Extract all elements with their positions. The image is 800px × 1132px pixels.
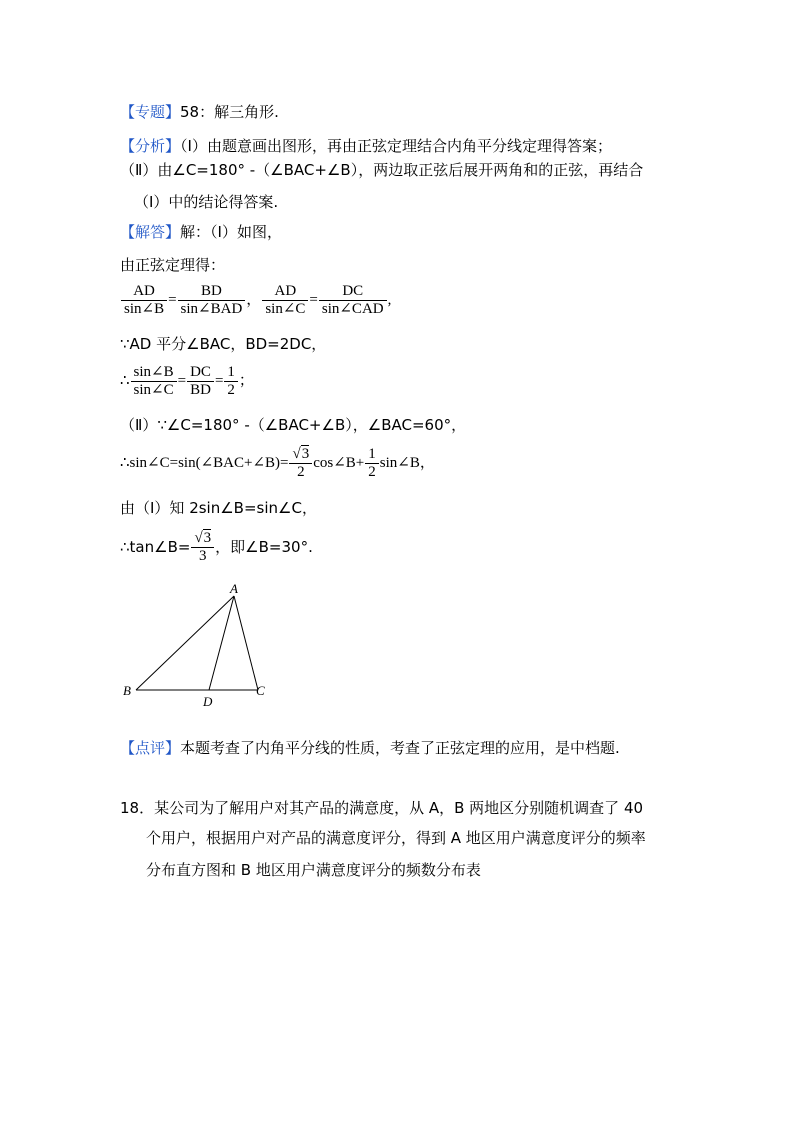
- fraction: $\frac{√3}{3}$: [191, 530, 214, 565]
- equation-1: $\frac{AD}{\sin\angle B}$ = $\frac{BD}{\text{sin∠BAD}}$ ， $\frac{AD}{\sin\angle C}$ = $\frac{DC}{\text{sin∠CAD}}$ ,: [120, 283, 391, 318]
- topic-text: 58：解三角形.: [180, 103, 279, 121]
- topic-line: [120, 100, 279, 124]
- problem-18-line-2: 个用户，根据用户对产品的满意度评分，得到 A 地区用户满意度评分的频率: [146, 829, 646, 847]
- solution-line-intro: [120, 220, 282, 244]
- fraction: $\frac{√3}{2}$: [289, 446, 312, 481]
- analysis-tag: 【分析】: [120, 137, 181, 155]
- label-a: A: [230, 581, 238, 596]
- know-line: 由（Ⅰ）知 2sin∠B=sin∠C，: [120, 499, 317, 517]
- fraction: $\frac{AD}{\sin\angle B}$: [121, 283, 167, 318]
- label-d: D: [203, 694, 213, 709]
- label-b: B: [123, 683, 131, 698]
- problem-18-line-1: 18．某公司为了解用户对其产品的满意度，从 A，B 两地区分别随机调查了 40: [120, 799, 644, 817]
- fraction: $\frac{\sin\angle B}{\sin\angle C}$: [131, 364, 177, 399]
- label-c: C: [256, 683, 265, 698]
- solution-tag: 【解答】: [120, 223, 181, 241]
- fraction: $\frac{DC}{\text{sin∠CAD}}$: [319, 283, 387, 318]
- analysis-line-3: （Ⅰ）中的结论得答案.: [134, 193, 279, 211]
- equation-4: ∴tan∠B= $\frac{√3}{3}$ ，即∠B=30°.: [120, 530, 313, 564]
- fraction: $\frac{DC}{BD}$: [187, 364, 214, 399]
- analysis-line-1: [120, 134, 612, 158]
- solution-law-line: 由正弦定理得：: [120, 256, 226, 274]
- problem-18-line-3: 分布直方图和 B 地区用户满意度评分的频数分布表: [146, 861, 481, 879]
- topic-tag: 【专题】: [120, 103, 181, 121]
- fraction: $\frac{1}{2}$: [365, 446, 379, 481]
- analysis-line-2: （Ⅱ）由∠C=180° -（∠BAC+∠B），两边取正弦后展开两角和的正弦，再结合: [120, 161, 644, 179]
- triangle-figure: [120, 578, 290, 710]
- equation-3: ∴sin∠C=sin(∠BAC+∠B)= $\frac{√3}{2}$ cos∠B+ $\frac{1}{2}$ sin∠B，: [120, 446, 435, 480]
- comment-text: 本题考查了内角平分线的性质，考查了正弦定理的应用，是中档题.: [180, 739, 620, 757]
- fraction: $\frac{BD}{\text{sin∠BAD}}$: [178, 283, 246, 318]
- fraction: $\frac{1}{2}$: [224, 364, 238, 399]
- analysis-text-1: （Ⅰ）由题意画出图形，再由正弦定理结合内角平分线定理得答案；: [180, 137, 612, 155]
- part2-line: （Ⅱ）∵∠C=180° -（∠BAC+∠B），∠BAC=60°，: [120, 416, 467, 434]
- comment-tag: 【点评】: [120, 739, 181, 757]
- because-line: ∵AD 平分∠BAC，BD=2DC，: [120, 335, 327, 353]
- comment-line: [120, 736, 620, 760]
- equation-2: ∴ $\frac{\sin\angle B}{\sin\angle C}$ = $\frac{DC}{BD}$ = $\frac{1}{2}$ ；: [120, 364, 254, 398]
- fraction: $\frac{AD}{\sin\angle C}$: [262, 283, 308, 318]
- solution-intro: 解：（Ⅰ）如图，: [180, 223, 282, 241]
